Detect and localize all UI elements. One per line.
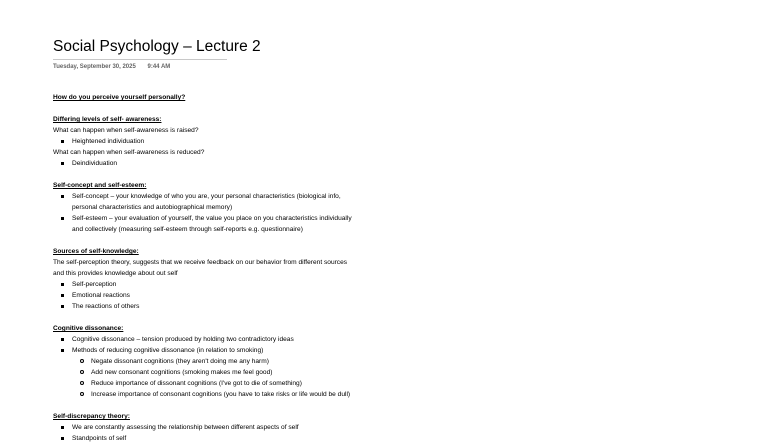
bullet-continuation: personal characteristics and autobiographical memory) [72, 204, 233, 211]
bullet-item: Deindividuation [53, 158, 393, 169]
sub-bullet-item: Negate dissonant cognitions (they aren't doing me any harm) [53, 356, 393, 367]
section-heading-self-discrepancy: Self-discrepancy theory: [53, 413, 130, 420]
bullet-item: Standpoints of self [53, 433, 393, 444]
section-heading-self-concept: Self-concept and self-esteem: [53, 182, 147, 189]
page-title[interactable]: Social Psychology – Lecture 2 [53, 38, 261, 55]
question-heading: How do you perceive yourself personally? [53, 94, 186, 101]
note-body[interactable] [53, 92, 393, 444]
page-time: 9:44 AM [147, 64, 171, 70]
text-line: The self-perception theory, suggests that we receive feedback on our behavior from different sources [53, 259, 348, 266]
sub-bullet-item: Increase importance of consonant cognitions (you have to take risks or life would be dull) [53, 389, 393, 400]
page-timestamp [53, 64, 170, 70]
bullet-item: Self-perception [53, 279, 393, 290]
bullet-item: Emotional reactions [53, 290, 393, 301]
bullet-item: The reactions of others [53, 301, 393, 312]
section-heading-self-awareness: Differing levels of self- awareness: [53, 116, 162, 123]
blank-line [53, 169, 393, 180]
bullet-item: We are constantly assessing the relationship between different aspects of self [53, 422, 393, 433]
text-line: and this provides knowledge about out self [53, 270, 178, 277]
text-line: What can happen when self-awareness is raised? [53, 127, 199, 134]
sub-bullet-item: Add new consonant cognitions (smoking makes me feel good) [53, 367, 393, 378]
blank-line [53, 400, 393, 411]
blank-line [53, 103, 393, 114]
title-underline [53, 59, 227, 60]
bullet-item: Heightened individuation [53, 136, 393, 147]
text-line: What can happen when self-awareness is reduced? [53, 149, 205, 156]
sub-bullet-item: Reduce importance of dissonant cognitions (I've got to die of something) [53, 378, 393, 389]
blank-line [53, 235, 393, 246]
page-date: Tuesday, September 30, 2025 [53, 64, 136, 70]
bullet-item: Self-esteem – your evaluation of yourself, the value you place on you characteristics individually [53, 213, 393, 224]
bullet-continuation: and collectively (measuring self-esteem through self-reports e.g. questionnaire) [72, 226, 303, 233]
section-heading-self-knowledge: Sources of self-knowledge: [53, 248, 139, 255]
bullet-item: Self-concept – your knowledge of who you are, your personal characteristics (biological info, [53, 191, 393, 202]
bullet-item: Methods of reducing cognitive dissonance (in relation to smoking) [53, 345, 393, 356]
blank-line [53, 312, 393, 323]
section-heading-cognitive-dissonance: Cognitive dissonance: [53, 325, 124, 332]
bullet-item: Cognitive dissonance – tension produced by holding two contradictory ideas [53, 334, 393, 345]
